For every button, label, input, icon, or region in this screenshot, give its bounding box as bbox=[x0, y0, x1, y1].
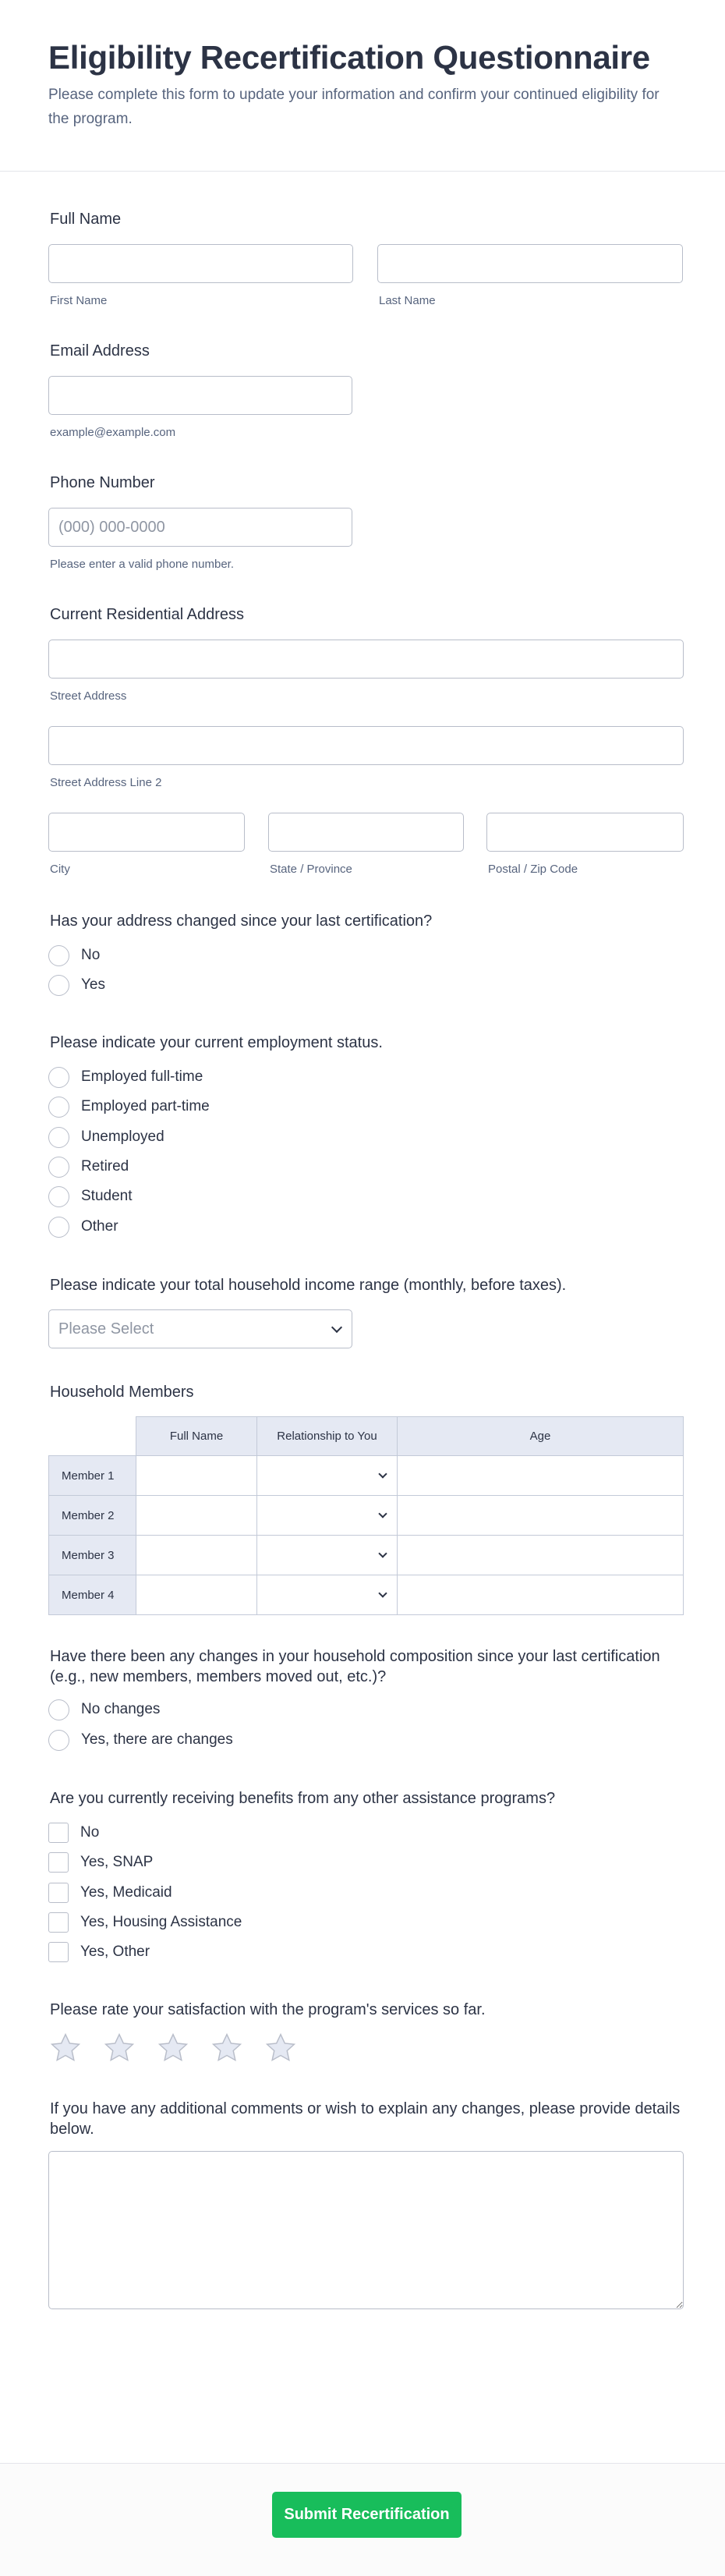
household-label: Household Members bbox=[50, 1384, 194, 1401]
phone-label: Phone Number bbox=[50, 474, 155, 491]
age-cell-input[interactable] bbox=[398, 1575, 684, 1615]
relationship-cell-select[interactable] bbox=[257, 1536, 398, 1575]
radio-option-yes[interactable] bbox=[48, 973, 105, 997]
radio-button[interactable] bbox=[48, 1067, 69, 1088]
row-header: Member 3 bbox=[49, 1536, 136, 1575]
relationship-cell-select[interactable] bbox=[257, 1496, 398, 1536]
radio-button[interactable] bbox=[48, 1730, 69, 1751]
checkbox-label: Yes, Housing Assistance bbox=[80, 1914, 242, 1930]
comments-label: If you have any additional comments or wish to explain any changes, please provide details below. bbox=[50, 2100, 681, 2138]
radio-option-label: Retired bbox=[81, 1158, 129, 1175]
first-name-sublabel: First Name bbox=[50, 294, 108, 307]
zip-input[interactable] bbox=[486, 813, 684, 852]
radio-option-label: Student bbox=[81, 1188, 133, 1204]
employment-option[interactable] bbox=[48, 1125, 164, 1149]
employment-label: Please indicate your current employment status. bbox=[50, 1034, 383, 1051]
radio-button[interactable] bbox=[48, 1157, 69, 1178]
street-address-input[interactable] bbox=[48, 640, 684, 679]
radio-option-label: Yes, there are changes bbox=[81, 1731, 233, 1748]
column-header: Relationship to You bbox=[257, 1417, 398, 1456]
employment-option[interactable] bbox=[48, 1065, 203, 1089]
row-header: Member 4 bbox=[49, 1575, 136, 1615]
radio-button[interactable] bbox=[48, 1097, 69, 1118]
zip-sublabel: Postal / Zip Code bbox=[488, 863, 578, 876]
checkbox[interactable] bbox=[48, 1942, 69, 1962]
row-header: Member 2 bbox=[49, 1496, 136, 1536]
checkbox-label: Yes, Medicaid bbox=[80, 1884, 172, 1901]
age-cell-input[interactable] bbox=[398, 1456, 684, 1496]
radio-option-label: Employed full-time bbox=[81, 1068, 203, 1085]
benefits-option[interactable] bbox=[48, 1821, 99, 1844]
star-icon[interactable] bbox=[48, 2031, 83, 2065]
age-cell-input[interactable] bbox=[398, 1496, 684, 1536]
checkbox[interactable] bbox=[48, 1823, 69, 1843]
matrix-corner bbox=[49, 1417, 136, 1456]
rating-label: Please rate your satisfaction with the program's services so far. bbox=[50, 2001, 486, 2018]
email-input[interactable] bbox=[48, 376, 352, 415]
phone-input[interactable] bbox=[48, 508, 352, 547]
income-select[interactable] bbox=[48, 1309, 352, 1348]
checkbox-label: Yes, SNAP bbox=[80, 1854, 154, 1870]
radio-button[interactable] bbox=[48, 1699, 69, 1720]
form-header bbox=[0, 0, 725, 172]
checkbox[interactable] bbox=[48, 1852, 69, 1873]
table-row bbox=[49, 1536, 684, 1575]
address-changed-label: Has your address changed since your last certification? bbox=[50, 912, 433, 930]
city-sublabel: City bbox=[50, 863, 70, 876]
state-sublabel: State / Province bbox=[270, 863, 352, 876]
full-name-label: Full Name bbox=[50, 211, 122, 228]
email-sublabel: example@example.com bbox=[50, 426, 176, 439]
radio-option-label: No bbox=[81, 947, 101, 963]
benefits-option[interactable] bbox=[48, 1911, 242, 1934]
submit-button[interactable]: Submit Recertification bbox=[272, 2492, 462, 2538]
comments-textarea[interactable] bbox=[48, 2151, 684, 2309]
star-rating bbox=[48, 2031, 317, 2065]
benefits-option[interactable] bbox=[48, 1881, 172, 1905]
row-header: Member 1 bbox=[49, 1456, 136, 1496]
radio-button[interactable] bbox=[48, 1186, 69, 1207]
radio-option-label: Other bbox=[81, 1218, 118, 1235]
last-name-sublabel: Last Name bbox=[379, 294, 436, 307]
household-matrix bbox=[48, 1416, 684, 1615]
chevron-down-icon bbox=[378, 1469, 387, 1478]
employment-option[interactable] bbox=[48, 1215, 118, 1238]
full-name-cell-input[interactable] bbox=[136, 1575, 257, 1615]
select-placeholder: Please Select bbox=[58, 1320, 154, 1338]
radio-option-label: Unemployed bbox=[81, 1129, 164, 1145]
city-input[interactable] bbox=[48, 813, 245, 852]
radio-option-label: No changes bbox=[81, 1701, 161, 1717]
radio-button[interactable] bbox=[48, 945, 69, 966]
star-icon[interactable] bbox=[263, 2031, 298, 2065]
checkbox-label: No bbox=[80, 1824, 100, 1841]
column-header: Full Name bbox=[136, 1417, 257, 1456]
street-address-sublabel: Street Address bbox=[50, 689, 127, 703]
star-icon[interactable] bbox=[102, 2031, 136, 2065]
employment-option[interactable] bbox=[48, 1095, 210, 1118]
checkbox[interactable] bbox=[48, 1883, 69, 1903]
chevron-down-icon bbox=[378, 1509, 387, 1518]
employment-option[interactable] bbox=[48, 1155, 129, 1178]
age-cell-input[interactable] bbox=[398, 1536, 684, 1575]
full-name-cell-input[interactable] bbox=[136, 1456, 257, 1496]
column-header: Age bbox=[398, 1417, 684, 1456]
page-title: Eligibility Recertification Questionnaire bbox=[48, 39, 650, 76]
phone-sublabel: Please enter a valid phone number. bbox=[50, 558, 234, 571]
radio-button[interactable] bbox=[48, 1217, 69, 1238]
table-row bbox=[49, 1456, 684, 1496]
income-label: Please indicate your total household income range (monthly, before taxes). bbox=[50, 1277, 567, 1294]
composition-label: Have there been any changes in your household composition since your last certification (e.g., new members, members moved out, etc.)? bbox=[50, 1648, 660, 1685]
page-subtitle: Please complete this form to update your information and confirm your continued eligibility for the program. bbox=[48, 87, 660, 127]
radio-button[interactable] bbox=[48, 1127, 69, 1148]
star-icon[interactable] bbox=[156, 2031, 190, 2065]
radio-option-label: Yes bbox=[81, 976, 105, 993]
first-name-input[interactable] bbox=[48, 244, 353, 283]
checkbox[interactable] bbox=[48, 1912, 69, 1933]
relationship-cell-select[interactable] bbox=[257, 1575, 398, 1615]
street-address-2-input[interactable] bbox=[48, 726, 684, 765]
last-name-input[interactable] bbox=[377, 244, 683, 283]
relationship-cell-select[interactable] bbox=[257, 1456, 398, 1496]
benefits-label: Are you currently receiving benefits from any other assistance programs? bbox=[50, 1790, 556, 1807]
benefits-option[interactable] bbox=[48, 1940, 150, 1964]
star-icon[interactable] bbox=[210, 2031, 244, 2065]
radio-button[interactable] bbox=[48, 975, 69, 996]
radio-option-label: Employed part-time bbox=[81, 1098, 210, 1114]
checkbox-label: Yes, Other bbox=[80, 1944, 150, 1960]
chevron-down-icon bbox=[331, 1322, 342, 1333]
employment-option[interactable] bbox=[48, 1185, 133, 1208]
full-name-cell-input[interactable] bbox=[136, 1536, 257, 1575]
composition-option[interactable] bbox=[48, 1698, 160, 1721]
chevron-down-icon bbox=[378, 1549, 387, 1557]
email-label: Email Address bbox=[50, 342, 150, 360]
radio-option-no[interactable] bbox=[48, 944, 100, 967]
full-name-cell-input[interactable] bbox=[136, 1496, 257, 1536]
address-label: Current Residential Address bbox=[50, 606, 245, 623]
street-address-2-sublabel: Street Address Line 2 bbox=[50, 776, 162, 789]
composition-option[interactable] bbox=[48, 1728, 233, 1752]
table-row bbox=[49, 1496, 684, 1536]
state-input[interactable] bbox=[268, 813, 464, 852]
table-row bbox=[49, 1575, 684, 1615]
benefits-option[interactable] bbox=[48, 1851, 153, 1874]
chevron-down-icon bbox=[378, 1589, 387, 1597]
